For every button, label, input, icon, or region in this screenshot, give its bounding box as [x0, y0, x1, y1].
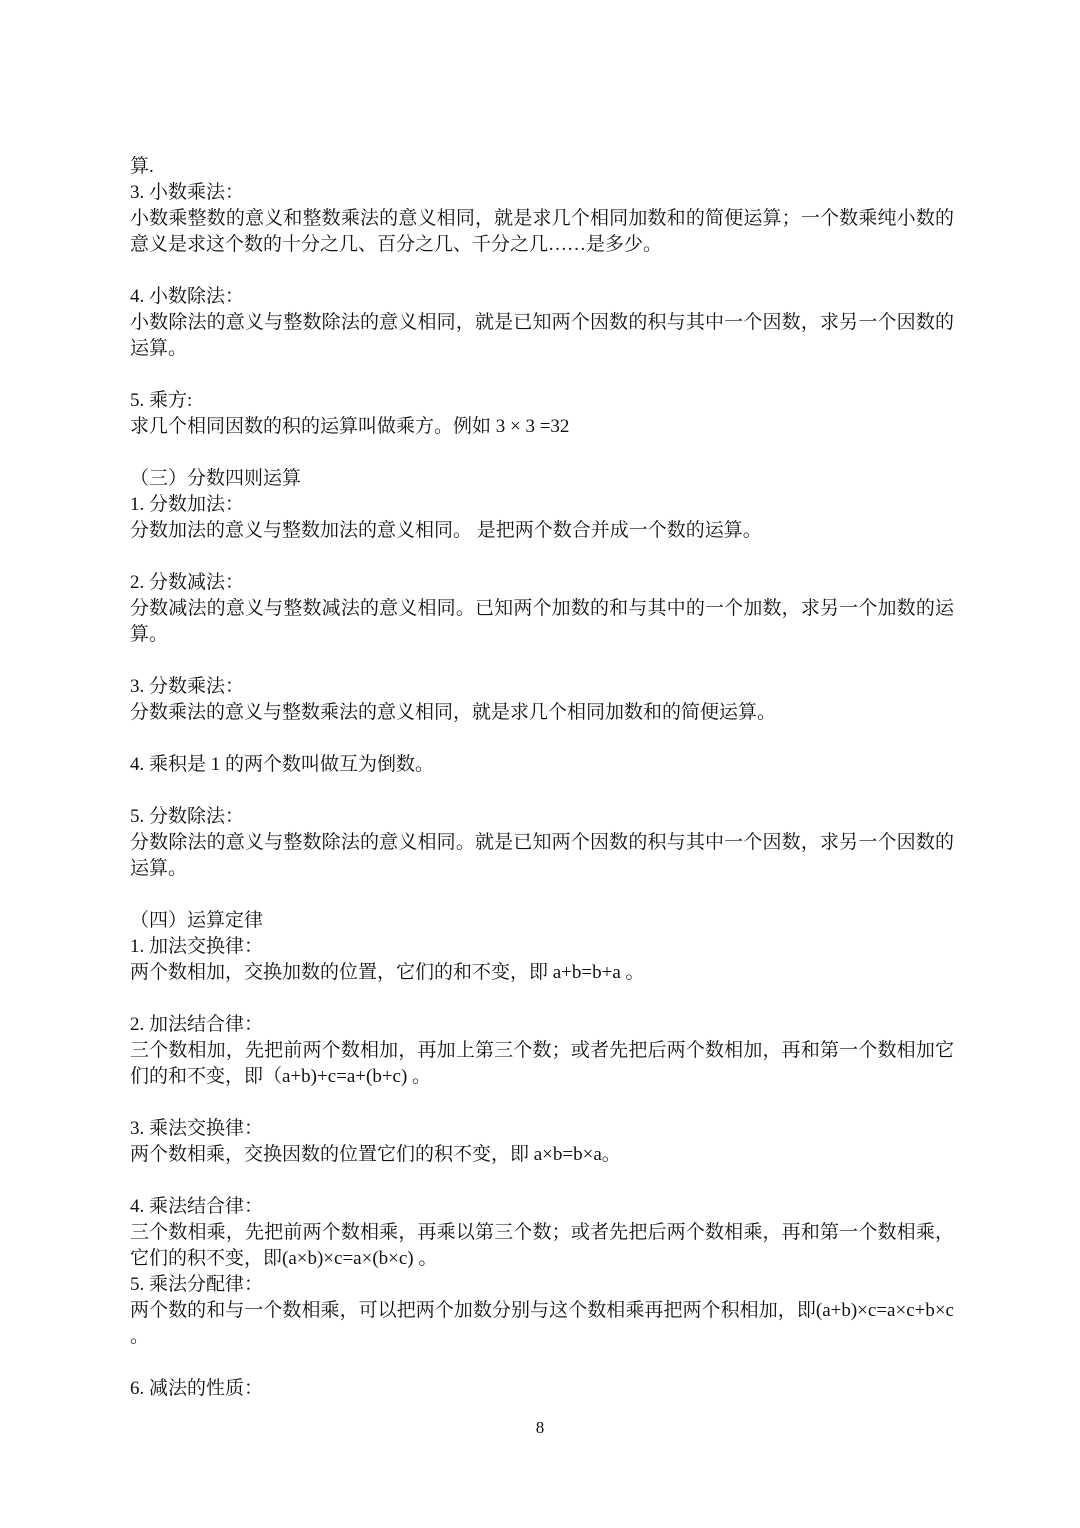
text-line: 2. 加法结合律：: [130, 1014, 264, 1035]
page-body: [130, 154, 954, 1402]
blank-line: [130, 544, 954, 570]
text-line: 算.: [130, 156, 154, 177]
text-line: 4. 小数除法：: [130, 286, 245, 307]
blank-line: [130, 1168, 954, 1194]
page-number: 8: [535, 1418, 545, 1437]
text-line: 分数乘法的意义与整数乘法的意义相同，就是求几个相同加数和的简便运算。: [130, 702, 777, 723]
text-line: 4. 乘积是 1 的两个数叫做互为倒数。: [130, 754, 435, 775]
text-line: 2. 分数减法：: [130, 572, 245, 593]
paragraph: 小数除法的意义与整数除法的意义相同，就是已知两个因数的积与其中一个因数，求另一个因数的运算。: [130, 312, 954, 359]
blank-line: [130, 726, 954, 752]
text-line: 3. 小数乘法：: [130, 182, 245, 203]
blank-line: [130, 258, 954, 284]
text-line: 1. 分数加法：: [130, 494, 245, 515]
paragraph: 三个数相加，先把前两个数相加，再加上第三个数；或者先把后两个数相加，再和第一个数相加它们的和不变，即（a+b)+c=a+(b+c) 。: [130, 1040, 954, 1087]
text-line: （三）分数四则运算: [130, 468, 302, 489]
blank-line: [130, 1350, 954, 1376]
text-line: 3. 乘法交换律：: [130, 1118, 264, 1139]
text-line: 5. 分数除法：: [130, 806, 245, 827]
blank-line: [130, 440, 954, 466]
blank-line: [130, 778, 954, 804]
text-line: 两个数相加，交换加数的位置，它们的和不变，即 a+b=b+a 。: [130, 962, 645, 983]
text-line: 4. 乘法结合律：: [130, 1196, 264, 1217]
text-line: 6. 减法的性质：: [130, 1378, 264, 1399]
paragraph: 三个数相乘，先把前两个数相乘，再乘以第三个数；或者先把后两个数相乘，再和第一个数相乘，它们的积不变，即(a×b)×c=a×(b×c) 。: [130, 1222, 954, 1269]
blank-line: [130, 986, 954, 1012]
paragraph: 分数减法的意义与整数减法的意义相同。已知两个加数的和与其中的一个加数，求另一个加数的运算。: [130, 598, 954, 645]
text-line: 1. 加法交换律：: [130, 936, 264, 957]
blank-line: [130, 648, 954, 674]
blank-line: [130, 1090, 954, 1116]
text-line: 5. 乘法分配律：: [130, 1274, 264, 1295]
text-line: 分数加法的意义与整数加法的意义相同。 是把两个数合并成一个数的运算。: [130, 520, 762, 541]
blank-line: [130, 362, 954, 388]
blank-line: [130, 882, 954, 908]
text-line: 求几个相同因数的积的运算叫做乘方。例如 3 × 3 =32: [130, 416, 570, 437]
paragraph: 小数乘整数的意义和整数乘法的意义相同，就是求几个相同加数和的简便运算；一个数乘纯小数的意义是求这个数的十分之几、百分之几、千分之几……是多少。: [130, 208, 954, 255]
paragraph: 两个数的和与一个数相乘，可以把两个加数分别与这个数相乘再把两个积相加，即(a+b)×c=a×c+b×c 。: [130, 1300, 954, 1347]
text-line: （四）运算定律: [130, 910, 264, 931]
text-line: 两个数相乘，交换因数的位置它们的积不变，即 a×b=b×a。: [130, 1144, 621, 1165]
text-line: 5. 乘方:: [130, 390, 193, 411]
text-line: 3. 分数乘法：: [130, 676, 245, 697]
paragraph: 分数除法的意义与整数除法的意义相同。就是已知两个因数的积与其中一个因数，求另一个因数的运算。: [130, 832, 954, 879]
